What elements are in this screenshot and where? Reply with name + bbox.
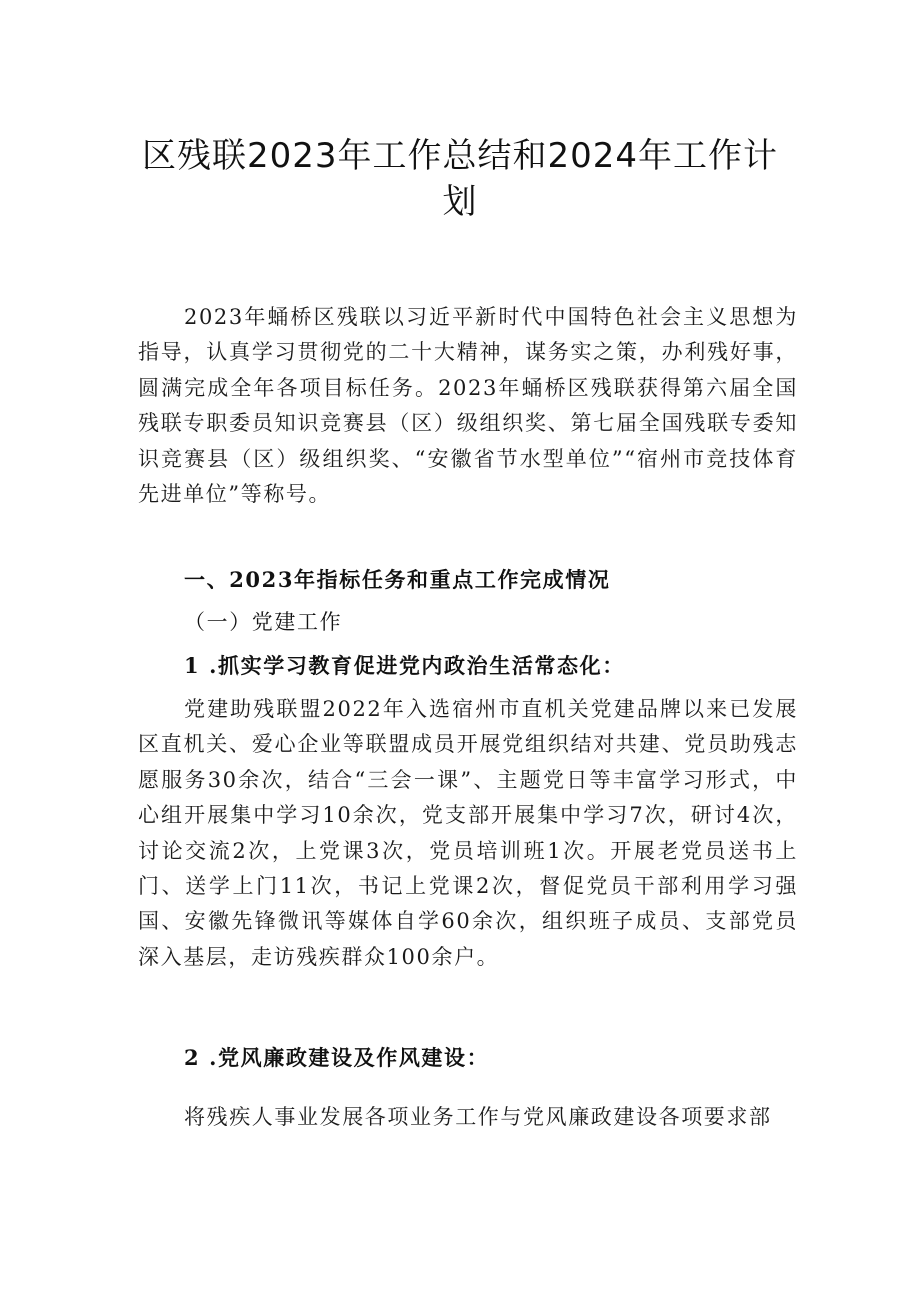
item-heading-1: 1 .抓实学习教育促进党内政治生活常态化： xyxy=(184,653,625,678)
item-body-2: 将残疾人事业发展各项业务工作与党风廉政建设各项要求部 xyxy=(184,1105,772,1129)
item-heading-2: 2 .党风廉政建设及作风建设： xyxy=(184,1045,490,1070)
item-body-1: 党建助残联盟2022年入选宿州市直机关党建品牌以来已发展区直机关、爱心企业等联盟成员开展党组织结对共建、党员助残志愿服务30余次，结合“三会一课”、主题党日等丰富学习形式，中心组开展集中学习10余次，党支部开展集中学习7次，研讨4次，讨论交流2次，上党课3次，党员培训班1次。开展老党员送书上门、送学上门11次，书记上党课2次，督促党员干部利用学习强国、安徽先锋微讯等媒体自学60余次，组织班子成员、支部党员深入基层，走访残疾群众100余户。 xyxy=(138,697,798,969)
document-title-line-1: 区残联2023年工作总结和2024年工作计 xyxy=(141,136,779,176)
subsection-heading: （一）党建工作 xyxy=(184,610,343,634)
intro-paragraph: 2023年蛹桥区残联以习近平新时代中国特色社会主义思想为指导，认真学习贯彻党的二十大精神，谋务实之策，办利残好事，圆满完成全年各项目标任务。2023年蛹桥区残联获得第六届全国残联专职委员知识竞赛县（区）级组织奖、第七届全国残联专委知识竞赛县（区）级组织奖、“安徽省节水型单位”“宿州市竞技体育先进单位”等称号。 xyxy=(138,305,798,507)
section-heading: 一、2023年指标任务和重点工作完成情况 xyxy=(184,567,611,592)
document-title-line-2: 划 xyxy=(442,182,478,222)
